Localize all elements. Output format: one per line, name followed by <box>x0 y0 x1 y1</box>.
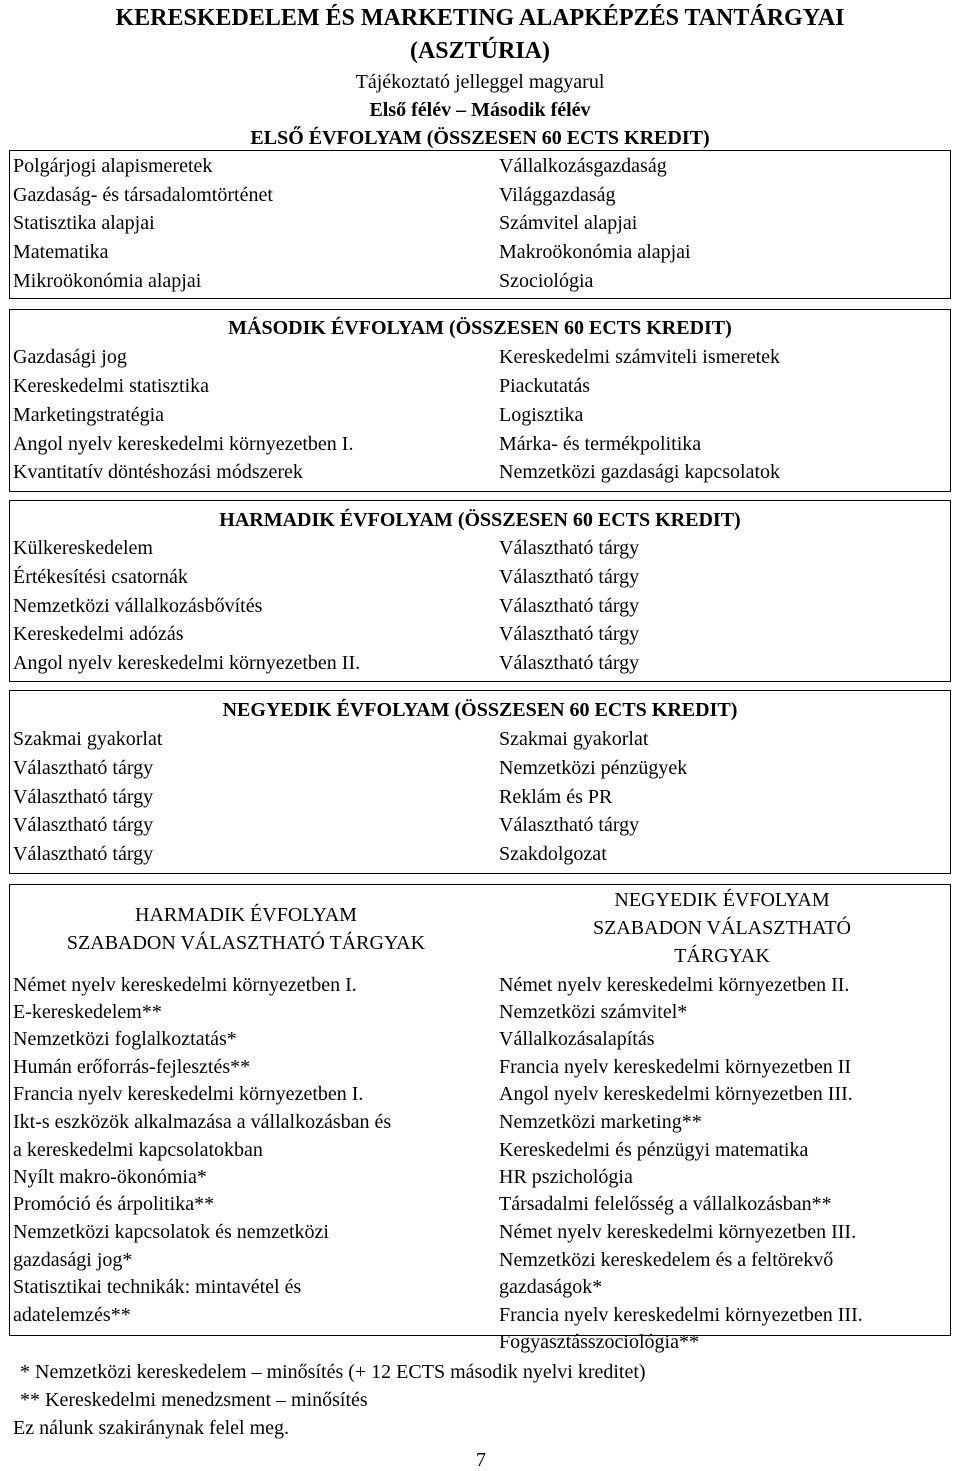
year2-right-item: Piackutatás <box>499 375 591 397</box>
year1-left-item: Matematika <box>13 241 109 263</box>
year2-left-item: Marketingstratégia <box>13 404 165 426</box>
year3-left-item: Külkereskedelem <box>13 537 153 559</box>
year3-electives-heading-line1: HARMADIK ÉVFOLYAM <box>135 904 357 926</box>
year4-left-item: Választható tárgy <box>13 814 154 836</box>
year4-left-item: Választható tárgy <box>13 757 154 779</box>
year3-electives-heading-line2: SZABADON VÁLASZTHATÓ TÁRGYAK <box>66 932 426 954</box>
year4-elective-item: Francia nyelv kereskedelmi környezetben II <box>499 1056 852 1078</box>
year4-right-item: Szakmai gyakorlat <box>499 728 649 750</box>
page-number: 7 <box>476 1449 486 1471</box>
year4-elective-item: Német nyelv kereskedelmi környezetben II. <box>499 974 850 996</box>
year3-left-item: Kereskedelmi adózás <box>13 623 184 645</box>
year3-elective-item: Humán erőforrás-fejlesztés** <box>13 1056 251 1078</box>
year3-elective-item: gazdasági jog* <box>13 1249 133 1271</box>
year4-electives-heading-line2: SZABADON VÁLASZTHATÓ <box>593 917 851 939</box>
year1-left-item: Mikroökonómia alapjai <box>13 270 202 292</box>
year2-left-item: Gazdasági jog <box>13 346 127 368</box>
year1-left-item: Statisztika alapjai <box>13 212 155 234</box>
year4-elective-item: Vállalkozásalapítás <box>499 1028 655 1050</box>
page-subtitle: Tájékoztató jelleggel magyarul <box>355 71 605 93</box>
year3-right-item: Választható tárgy <box>499 652 640 674</box>
year2-right-item: Nemzetközi gazdasági kapcsolatok <box>499 461 780 483</box>
year3-elective-item: a kereskedelmi kapcsolatokban <box>13 1139 263 1161</box>
year2-right-item: Márka- és termékpolitika <box>499 433 702 455</box>
year3-elective-item: Nyílt makro-ökonómia* <box>13 1166 207 1188</box>
year3-right-item: Választható tárgy <box>499 566 640 588</box>
year4-electives-heading-line1: NEGYEDIK ÉVFOLYAM <box>614 889 830 911</box>
year1-right-item: Világgazdaság <box>499 184 616 206</box>
year3-left-item: Angol nyelv kereskedelmi környezetben II. <box>13 652 361 674</box>
year3-left-item: Nemzetközi vállalkozásbővítés <box>13 595 263 617</box>
footnote-trade-management: ** Kereskedelmi menedzsment – minősítés <box>20 1389 368 1411</box>
year4-elective-item: HR pszichológia <box>499 1166 633 1188</box>
year4-heading: NEGYEDIK ÉVFOLYAM (ÖSSZESEN 60 ECTS KREDIT) <box>222 699 738 721</box>
year1-right-item: Vállalkozásgazdaság <box>499 155 667 177</box>
year1-right-item: Makroökonómia alapjai <box>499 241 691 263</box>
year4-elective-item: Nemzetközi számvitel* <box>499 1001 688 1023</box>
semesters-label: Első félév – Második félév <box>369 99 591 121</box>
year3-elective-item: Nemzetközi kapcsolatok és nemzetközi <box>13 1221 329 1243</box>
year3-elective-item: Promóció és árpolitika** <box>13 1193 215 1215</box>
year4-left-item: Választható tárgy <box>13 843 154 865</box>
year3-right-item: Választható tárgy <box>499 537 640 559</box>
year4-elective-item: Nemzetközi kereskedelem és a feltörekvő <box>499 1249 834 1271</box>
year2-right-item: Logisztika <box>499 404 584 426</box>
year3-elective-item: Francia nyelv kereskedelmi környezetben I. <box>13 1083 364 1105</box>
year4-right-item: Nemzetközi pénzügyek <box>499 757 688 779</box>
year3-elective-item: E-kereskedelem** <box>13 1001 162 1023</box>
year2-right-item: Kereskedelmi számviteli ismeretek <box>499 346 781 368</box>
year4-right-item: Szakdolgozat <box>499 843 607 865</box>
page-title-line1: KERESKEDELEM ÉS MARKETING ALAPKÉPZÉS TANTÁRGYAI <box>115 5 845 31</box>
year4-left-item: Választható tárgy <box>13 786 154 808</box>
year2-left-item: Kereskedelmi statisztika <box>13 375 210 397</box>
year3-right-item: Választható tárgy <box>499 595 640 617</box>
year2-left-item: Angol nyelv kereskedelmi környezetben I. <box>13 433 354 455</box>
year4-left-item: Szakmai gyakorlat <box>13 728 163 750</box>
year1-left-item: Gazdaság- és társadalomtörténet <box>13 184 273 206</box>
year4-elective-item: Fogyasztásszociológia** <box>499 1331 699 1353</box>
year3-elective-item: Ikt-s eszközök alkalmazása a vállalkozásban és <box>13 1111 392 1133</box>
year1-right-item: Számvitel alapjai <box>499 212 638 234</box>
year4-electives-heading-line3: TÁRGYAK <box>674 945 770 967</box>
year4-right-item: Választható tárgy <box>499 814 640 836</box>
year2-left-item: Kvantitatív döntéshozási módszerek <box>13 461 303 483</box>
year4-right-item: Reklám és PR <box>499 786 613 808</box>
year3-heading: HARMADIK ÉVFOLYAM (ÖSSZESEN 60 ECTS KREDIT) <box>219 509 741 531</box>
year3-elective-item: adatelemzés** <box>13 1304 131 1326</box>
year3-elective-item: Statisztikai technikák: mintavétel és <box>13 1276 302 1298</box>
year4-elective-item: Angol nyelv kereskedelmi környezetben III. <box>499 1083 853 1105</box>
year4-elective-item: Francia nyelv kereskedelmi környezetben III. <box>499 1304 863 1326</box>
year1-heading: ELSŐ ÉVFOLYAM (ÖSSZESEN 60 ECTS KREDIT) <box>250 127 710 149</box>
footnote-specialization: Ez nálunk szakiránynak felel meg. <box>13 1417 289 1439</box>
year3-elective-item: Német nyelv kereskedelmi környezetben I. <box>13 974 357 996</box>
year1-right-item: Szociológia <box>499 270 594 292</box>
page-title-line2: (ASZTÚRIA) <box>409 38 550 64</box>
year4-elective-item: Nemzetközi marketing** <box>499 1111 702 1133</box>
year3-left-item: Értékesítési csatornák <box>13 566 188 588</box>
footnote-international-trade: * Nemzetközi kereskedelem – minősítés (+ 12 ECTS második nyelvi kreditet) <box>20 1361 646 1383</box>
year4-elective-item: Német nyelv kereskedelmi környezetben III. <box>499 1221 857 1243</box>
year1-left-item: Polgárjogi alapismeretek <box>13 155 213 177</box>
year4-elective-item: Kereskedelmi és pénzügyi matematika <box>499 1139 809 1161</box>
year3-elective-item: Nemzetközi foglalkoztatás* <box>13 1028 237 1050</box>
year4-elective-item: Társadalmi felelősség a vállalkozásban** <box>499 1193 832 1215</box>
year2-heading: MÁSODIK ÉVFOLYAM (ÖSSZESEN 60 ECTS KREDIT) <box>228 317 732 339</box>
year3-right-item: Választható tárgy <box>499 623 640 645</box>
year4-elective-item: gazdaságok* <box>499 1276 603 1298</box>
